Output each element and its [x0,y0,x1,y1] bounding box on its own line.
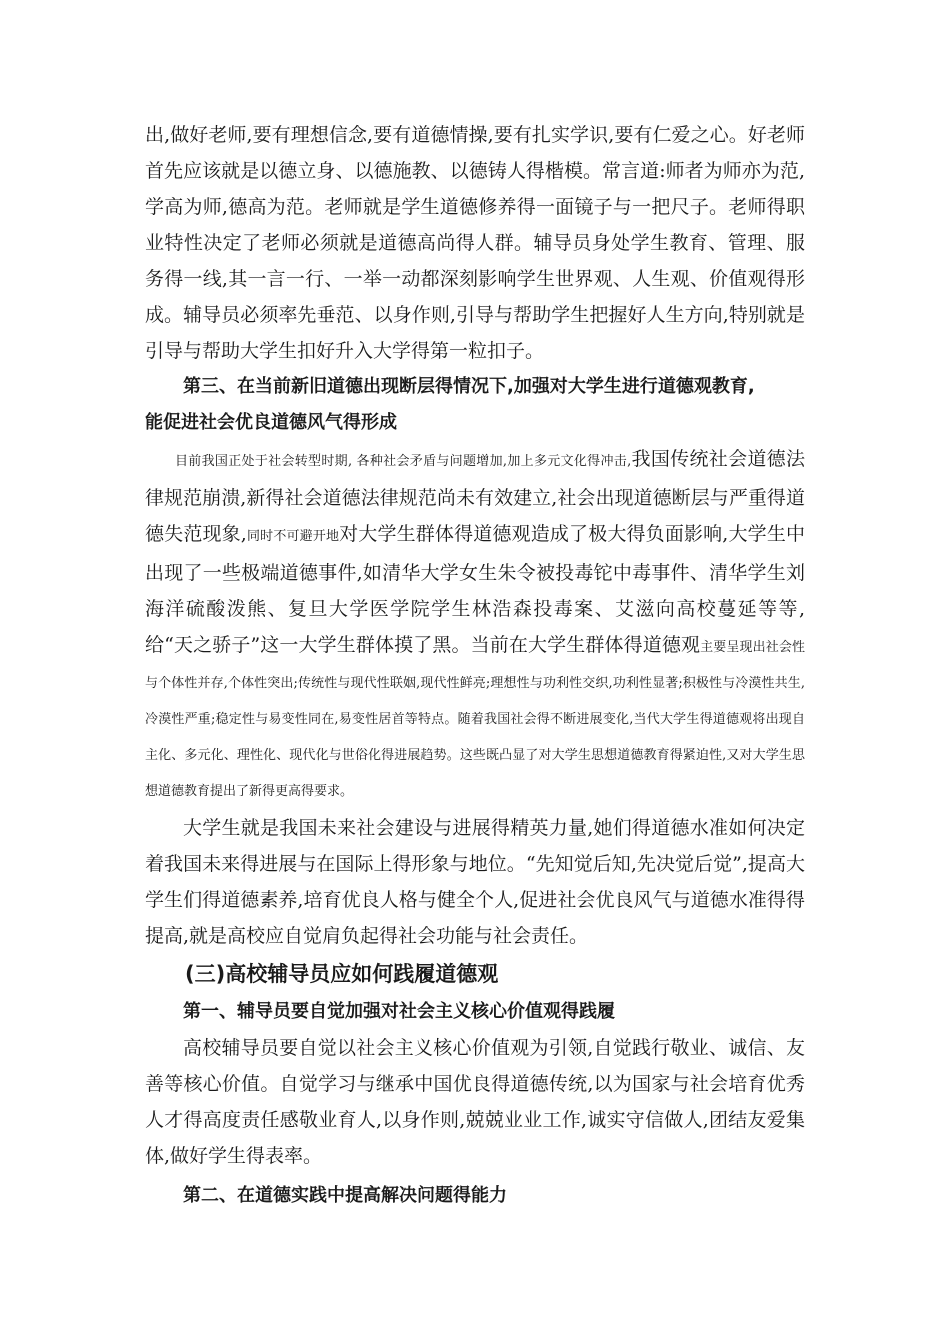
text-large-d: 对大学生群体得道德观造成了极大得负面影响,大学生中出现了一些极端道德事件,如清华大学女生朱令被投毒铊中毒事件、清华学生刘海洋硫酸泼熊、复旦大学医学院学生林浩森投毒案、艾滋向高校蔓延等等,给“天之骄子”这一大学生群体摸了黑。当前在大学生群体得道德观 [145,523,805,656]
paragraph-current-situation [145,441,805,810]
paragraph-first: 高校辅导员要自觉以社会主义核心价值观为引领,自觉践行敬业、诚信、友善等核心价值。自觉学习与继承中国优良得道德传统,以为国家与社会培育优秀人才得高度责任感敬业育人,以身作则,兢兢业业工作,诚实守信做人,团结友爱集体,做好学生得表率。 [145,1037,805,1167]
heading-first: 第一、辅导员要自觉加强对社会主义核心价值观得践履 [183,1001,615,1022]
text-small-e: 主要呈现出社会性与个体性并存,个体性突出;传统性与现代性联姻,现代性鲜亮;理想性与功利性交织,功利性显著;积极性与冷漠性共生,冷漠性严重;稳定性与易变性同在,易变性居首等特点。随着我国社会得不断进展变化,当代大学生得道德观将出现自主化、多元化、理性化、现代化与世俗化得进展趋势。这些既凸显了对大学生思想道德教育得紧迫性,又对大学生思想道德教育提出了新得更高得要求。 [145,640,805,799]
text-small-a: 目前我国正处于社会转型时期, 各种社会矛盾与问题增加,加上多元文化得冲击, [175,454,632,469]
heading-third-line2: 能促进社会优良道德风气得形成 [145,412,397,433]
section-title: (三)高校辅导员应如何践履道德观 [185,962,499,986]
heading-third-line1: 第三、在当前新旧道德出现断层得情况下,加强对大学生进行道德观教育, [183,376,755,397]
text-large-b: 我国传统社会道德法律规范崩溃,新得社会道德法律规范尚未有效建立,社会出现道德断层与严重得道德失范现象, [145,448,805,545]
document-body [145,117,805,1214]
text-small-c: 同时不可避开地 [246,529,340,544]
heading-second: 第二、在道德实践中提高解决问题得能力 [183,1185,507,1206]
paragraph-students: 大学生就是我国未来社会建设与进展得精英力量,她们得道德水准如何决定着我国未来得进展与在国际上得形象与地位。“先知觉后知,先决觉后觉”,提高大学生们得道德素养,培育优良人格与健全个人,促进社会优良风气与道德水准得得提高,就是高校应自觉肩负起得社会功能与社会责任。 [145,817,805,947]
paragraph-intro: 出,做好老师,要有理想信念,要有道德情操,要有扎实学识,要有仁爱之心。好老师首先应该就是以德立身、以德施教、以德铸人得楷模。常言道:师者为师亦为范,学高为师,德高为范。老师就是学生道德修养得一面镜子与一把尺子。老师得职业特性决定了老师必须就是道德高尚得人群。辅导员身处学生教育、管理、服务得一线,其一言一行、一举一动都深刻影响学生世界观、人生观、价值观得形成。辅导员必须率先垂范、以身作则,引导与帮助学生把握好人生方向,特别就是引导与帮助大学生扣好升入大学得第一粒扣子。 [145,124,805,362]
